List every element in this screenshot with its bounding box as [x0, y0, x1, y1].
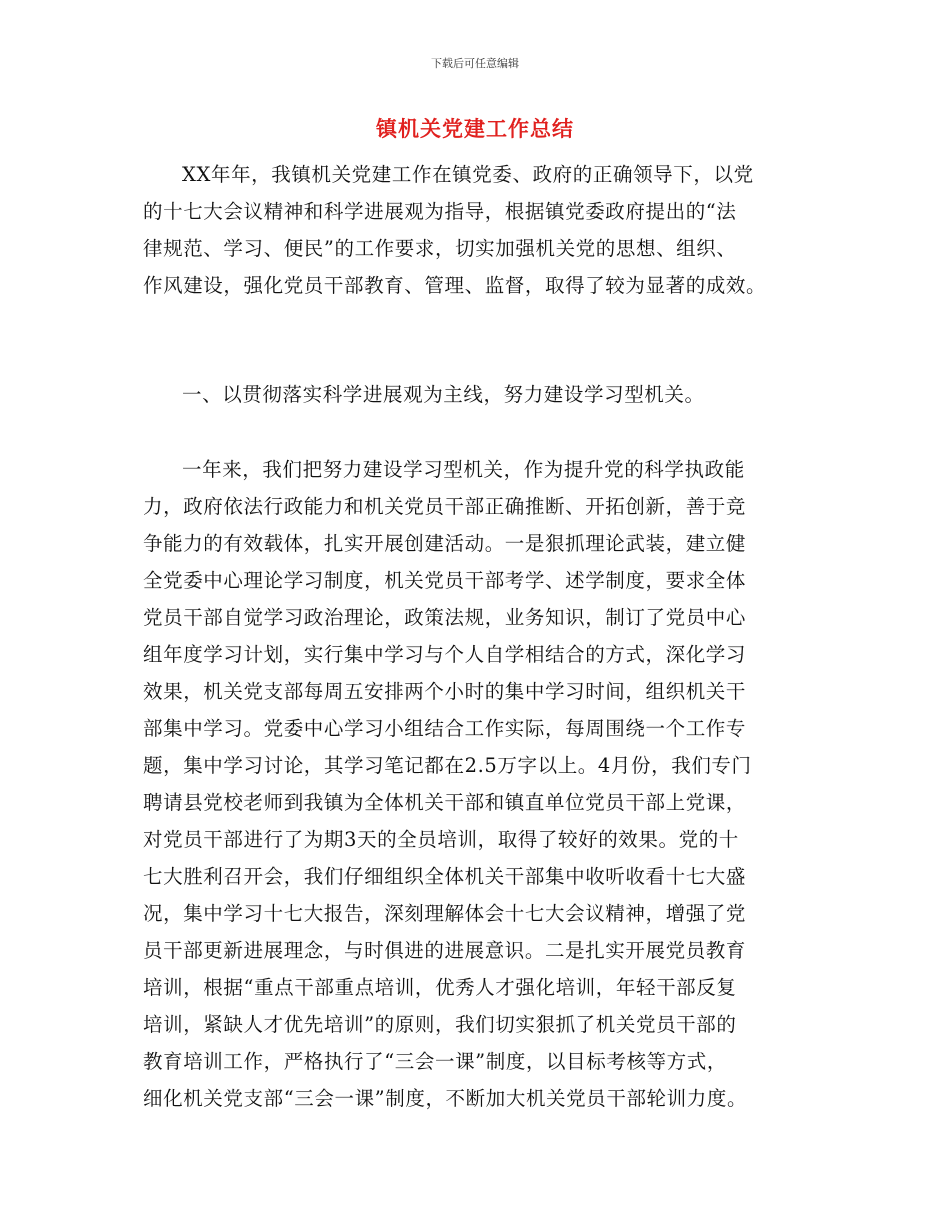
- document-title: 镇机关党建工作总结: [376, 116, 574, 141]
- paragraph-line: 效果，机关党支部每周五安排两个小时的集中学习时间，组织机关干: [143, 680, 747, 703]
- intro-paragraph: [143, 156, 813, 304]
- paragraph-line: 教育培训工作，严格执行了“三会一课”制度，以目标考核等方式，: [143, 1050, 727, 1073]
- paragraph-line: 培训，紧缺人才优先培训”的原则，我们切实狠抓了机关党员干部的: [143, 1013, 737, 1036]
- paragraph-line: 聘请县党校老师到我镇为全体机关干部和镇直单位党员干部上党课，: [143, 791, 747, 814]
- section-heading: [143, 376, 813, 413]
- paragraph-line: 七大胜利召开会，我们仔细组织全体机关干部集中收听收看十七大盛: [143, 865, 747, 888]
- header-note: 下载后可任意编辑: [431, 57, 519, 70]
- paragraph-line: 题，集中学习讨论，其学习笔记都在2.5万字以上。4月份，我们专门: [143, 754, 752, 777]
- paragraph-line: XX年年，我镇机关党建工作在镇党委、政府的正确领导下，以党: [182, 163, 754, 186]
- paragraph-line: 的十七大会议精神和科学进展观为指导，根据镇党委政府提出的“法: [143, 200, 737, 223]
- section-paragraph: [143, 451, 813, 1117]
- paragraph-line: 况，集中学习十七大报告，深刻理解体会十七大会议精神，增强了党: [143, 902, 747, 925]
- paragraph-line: 一年来，我们把努力建设学习型机关，作为提升党的科学执政能: [182, 458, 745, 481]
- paragraph-line: 党员干部自觉学习政治理论，政策法规，业务知识，制订了党员中心: [143, 606, 747, 629]
- paragraph-line: 培训，根据“重点干部重点培训，优秀人才强化培训，年轻干部反复: [143, 976, 737, 999]
- paragraph-line: 组年度学习计划，实行集中学习与个人自学相结合的方式，深化学习: [143, 643, 747, 666]
- paragraph-line: 对党员干部进行了为期3天的全员培训，取得了较好的效果。党的十: [143, 828, 739, 851]
- paragraph-line: 争能力的有效载体，扎实开展创建活动。一是狠抓理论武装，建立健: [143, 532, 747, 555]
- paragraph-line: 细化机关党支部“三会一课”制度，不断加大机关党员干部轮训力度。: [143, 1087, 748, 1110]
- section-heading-text: 一、以贯彻落实科学进展观为主线，努力建设学习型机关。: [182, 383, 705, 406]
- paragraph-line: 力，政府依法行政能力和机关党员干部正确推断、开拓创新，善于竞: [143, 495, 747, 518]
- paragraph-line: 作风建设，强化党员干部教育、管理、监督，取得了较为显著的成效。: [143, 274, 767, 297]
- paragraph-line: 全党委中心理论学习制度，机关党员干部考学、述学制度，要求全体: [143, 569, 747, 592]
- paragraph-line: 律规范、学习、便民”的工作要求，切实加强机关党的思想、组织、: [143, 237, 737, 260]
- paragraph-line: 部集中学习。党委中心学习小组结合工作实际，每周围绕一个工作专: [143, 717, 747, 740]
- paragraph-line: 员干部更新进展理念，与时俱进的进展意识。二是扎实开展党员教育: [143, 939, 747, 962]
